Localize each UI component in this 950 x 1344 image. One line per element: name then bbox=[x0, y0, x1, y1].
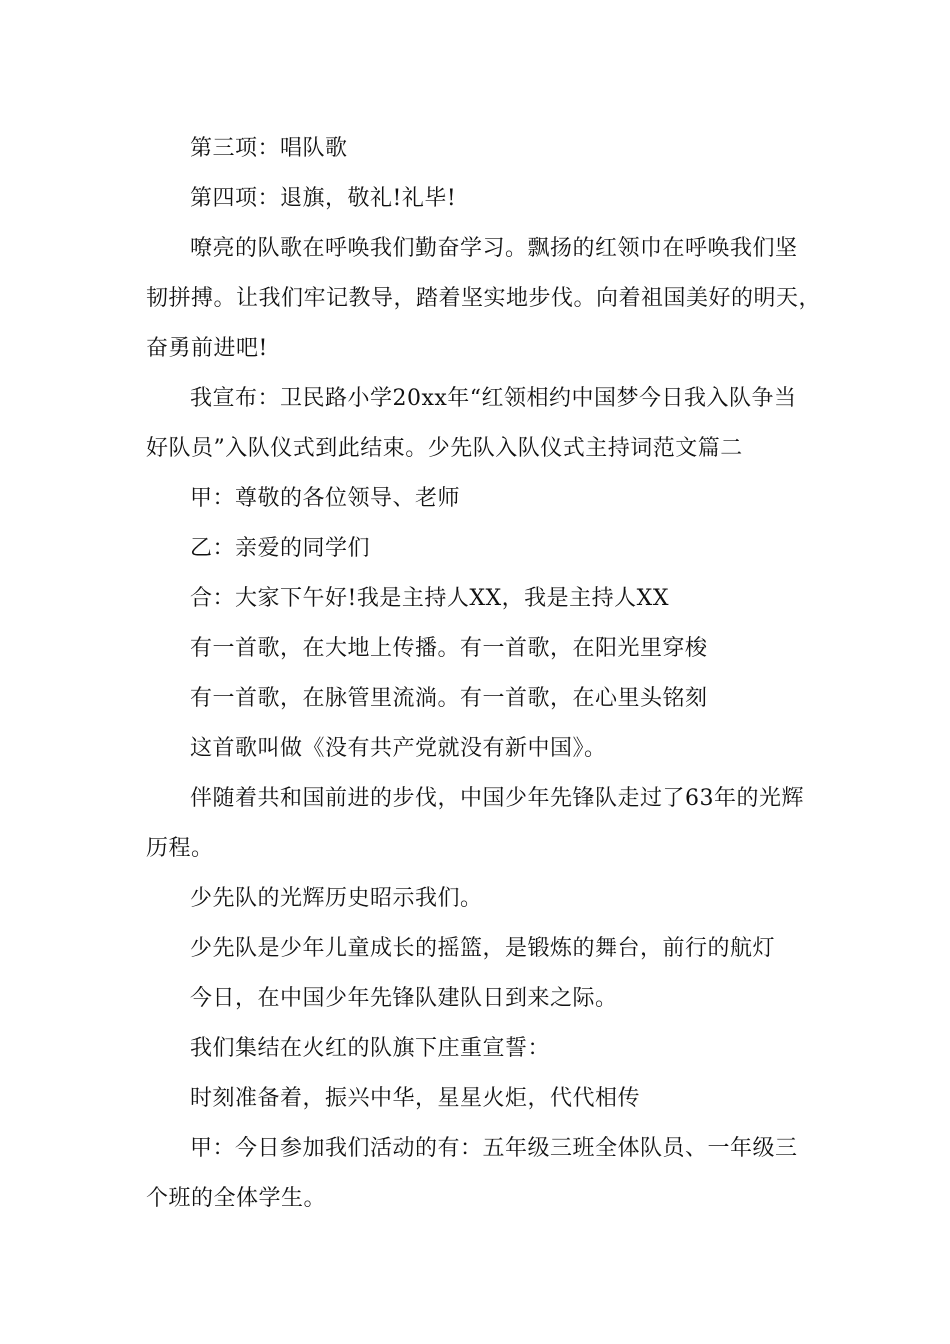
text-line-22: 个班的全体学生。 bbox=[146, 1186, 327, 1211]
text-line-6: 我宣布：卫民路小学20xx年“红领相约中国梦今日我入队争当 bbox=[190, 386, 797, 411]
text-line-16: 少先队的光辉历史昭示我们。 bbox=[190, 886, 483, 911]
text-line-2: 第四项：退旗，敬礼!礼毕! bbox=[190, 186, 457, 211]
text-line-10: 合：大家下午好!我是主持人XX，我是主持人XX bbox=[190, 586, 669, 611]
text-line-18: 今日，在中国少年先锋队建队日到来之际。 bbox=[190, 986, 618, 1011]
text-line-20: 时刻准备着，振兴中华，星星火炬，代代相传 bbox=[190, 1086, 641, 1111]
text-line-21: 甲：今日参加我们活动的有：五年级三班全体队员、一年级三 bbox=[190, 1136, 798, 1161]
text-line-9: 乙：亲爱的同学们 bbox=[190, 536, 371, 561]
text-line-1: 第三项：唱队歌 bbox=[190, 136, 348, 161]
text-line-11: 有一首歌，在大地上传播。有一首歌，在阳光里穿梭 bbox=[190, 636, 708, 661]
text-line-13: 这首歌叫做《没有共产党就没有新中国》。 bbox=[190, 736, 607, 761]
text-line-12: 有一首歌，在脉管里流淌。有一首歌，在心里头铭刻 bbox=[190, 686, 708, 711]
text-line-15: 历程。 bbox=[146, 836, 214, 861]
text-line-4: 韧拼搏。让我们牢记教导，踏着坚实地步伐。向着祖国美好的明天， bbox=[146, 286, 822, 311]
text-line-5: 奋勇前进吧! bbox=[146, 336, 268, 361]
text-line-14: 伴随着共和国前进的步伐，中国少年先锋队走过了63年的光辉 bbox=[190, 786, 804, 811]
text-line-7: 好队员”入队仪式到此结束。少先队入队仪式主持词范文篇二 bbox=[146, 436, 743, 461]
text-line-19: 我们集结在火红的队旗下庄重宣誓： bbox=[190, 1036, 551, 1061]
text-line-17: 少先队是少年儿童成长的摇篮，是锻炼的舞台，前行的航灯 bbox=[190, 936, 776, 961]
text-line-3: 嘹亮的队歌在呼唤我们勤奋学习。飘扬的红领巾在呼唤我们坚 bbox=[190, 236, 798, 261]
text-line-8: 甲：尊敬的各位领导、老师 bbox=[190, 486, 461, 511]
